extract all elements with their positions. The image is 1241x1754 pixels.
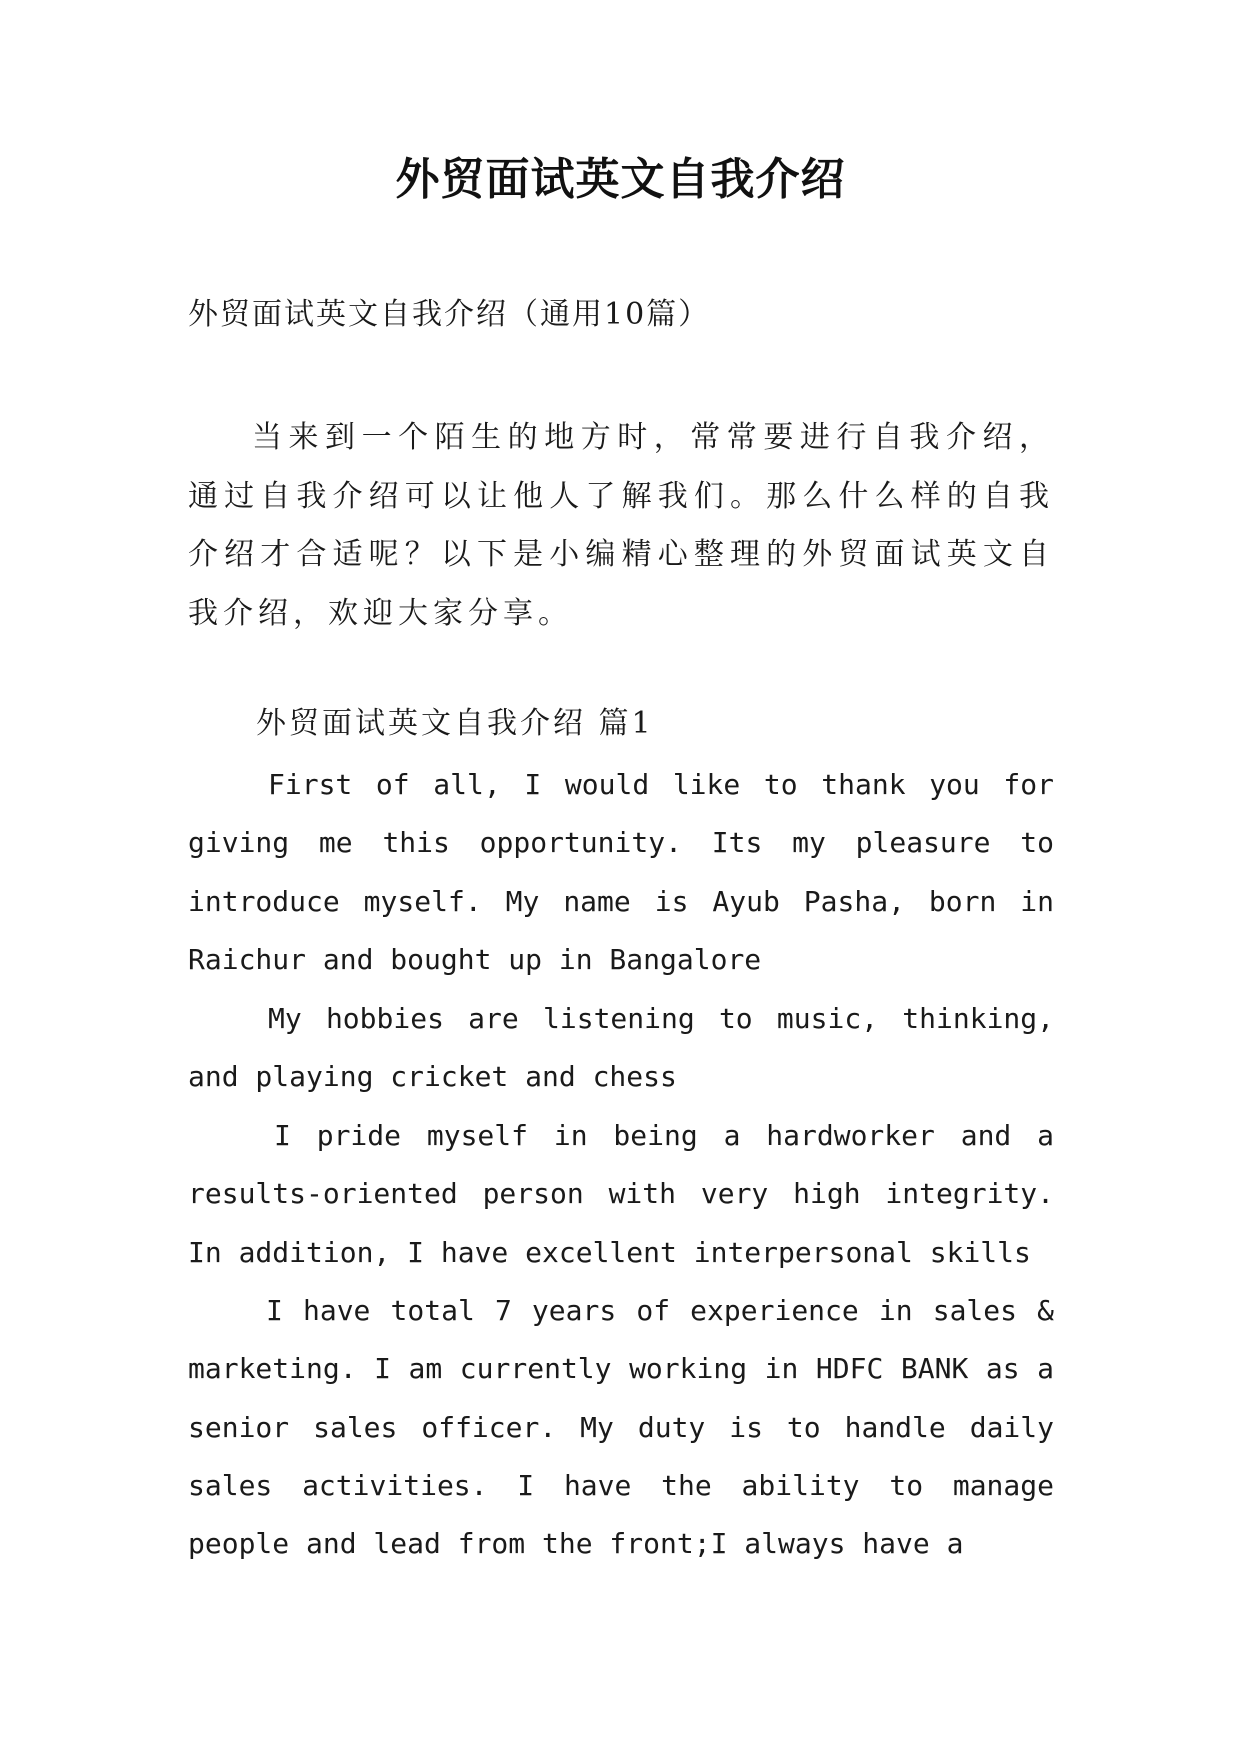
body-paragraph: First of all, I would like to thank you for giving me this opportunity. Its my pleasure to introduce myself. My name is Ayub Pasha, born in Raichur and bought up in Bangalore xyxy=(188,768,1054,976)
body-paragraph: I have total 7 years of experience in sales & marketing. I am currently working in HDFC BANK as a senior sales officer. My duty is to handle daily sales activities. I have the ability to manage people and lead from the front;I always have a xyxy=(188,1294,1054,1561)
document-title: 外贸面试英文自我介绍 xyxy=(395,154,846,205)
intro-paragraph: 当来到一个陌生的地方时，常常要进行自我介绍，通过自我介绍可以让他人了解我们。那么什么样的自我介绍才合适呢？以下是小编精心整理的外贸面试英文自我介绍，欢迎大家分享。 xyxy=(188,420,1054,631)
body-paragraph: I pride myself in being a hardworker and a results-oriented person with very high integrity. In addition, I have excellent interpersonal skills xyxy=(188,1119,1054,1269)
body-paragraph: My hobbies are listening to music, thinking, and playing cricket and chess xyxy=(188,1002,1054,1094)
document-subtitle: 外贸面试英文自我介绍（通用10篇） xyxy=(188,297,711,332)
section-heading: 外贸面试英文自我介绍 篇1 xyxy=(256,706,654,741)
